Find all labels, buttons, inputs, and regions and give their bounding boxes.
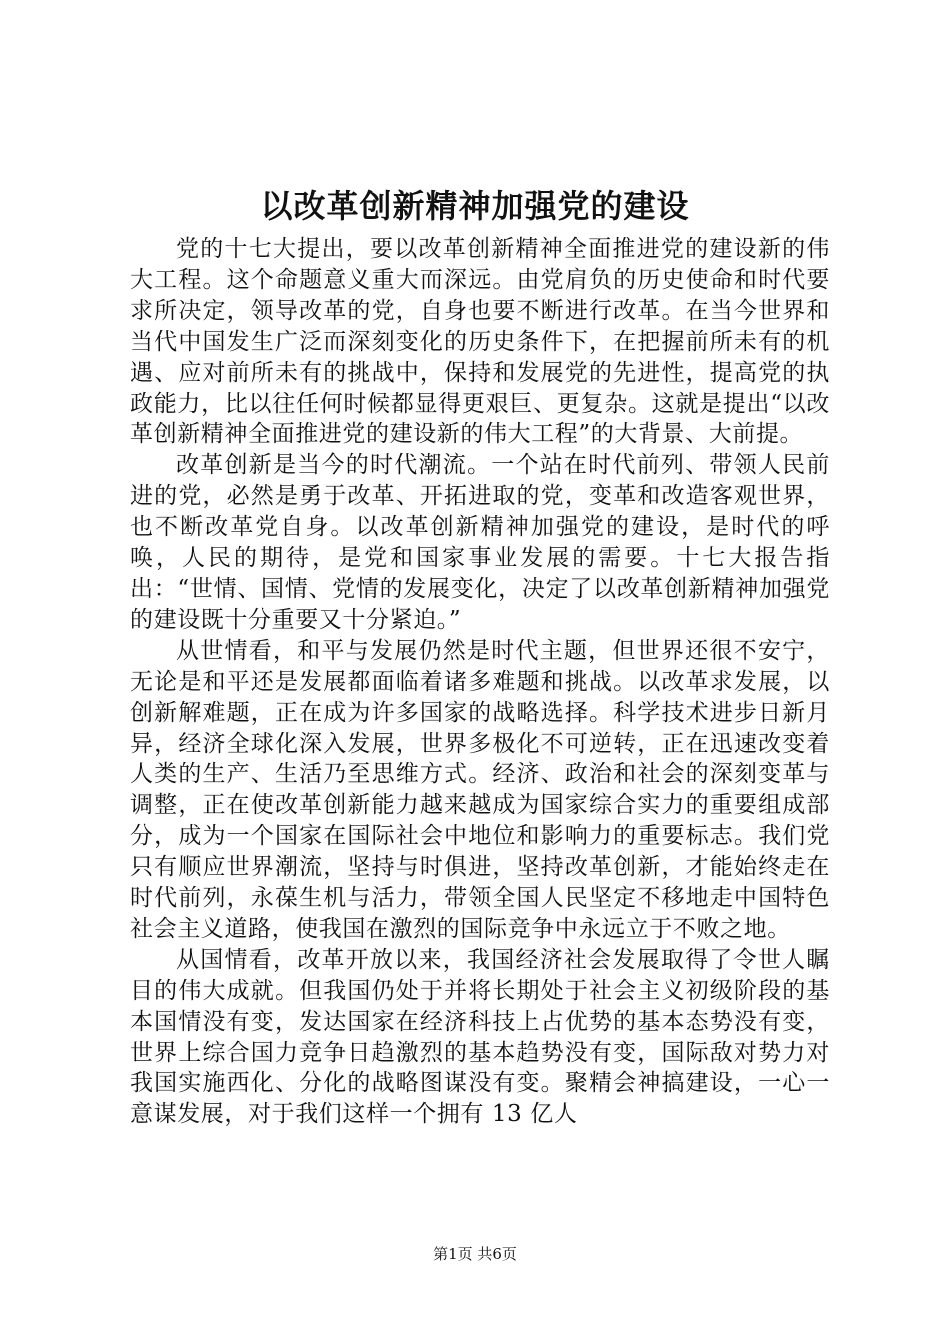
page-footer: 第1页 共6页 bbox=[433, 1245, 517, 1263]
paragraph-4: 从国情看，改革开放以来，我国经济社会发展取得了令世人瞩目的伟大成就。但我国仍处于并将长期处于社会主义初级阶段的基本国情没有变，发达国家在经济科技上占优势的基本态势没有变，世界上综合国力竞争日趋激烈的基本趋势没有变，国际敌对势力对我国实施西化、分化的战略图谋没有变。聚精会神搞建设，一心一意谋发展，对于我们这样一个拥有 13 亿人 bbox=[130, 946, 830, 1128]
paragraph-1: 党的十七大提出，要以改革创新精神全面推进党的建设新的伟大工程。这个命题意义重大而深远。由党肩负的历史使命和时代要求所决定，领导改革的党，自身也要不断进行改革。在当今世界和当代中国发生广泛而深刻变化的历史条件下，在把握前所未有的机遇、应对前所未有的挑战中，保持和发展党的先进性，提高党的执政能力，比以往任何时候都显得更艰巨、更复杂。这就是提出“以改革创新精神全面推进党的建设新的伟大工程”的大背景、大前提。 bbox=[130, 236, 830, 448]
document-body bbox=[130, 234, 830, 1130]
paragraph-3: 从世情看，和平与发展仍然是时代主题，但世界还很不安宁，无论是和平还是发展都面临着诸多难题和挑战。以改革求发展，以创新解难题，正在成为许多国家的战略选择。科学技术进步日新月异，经济全球化深入发展，世界多极化不可逆转，正在迅速改变着人类的生产、生活乃至思维方式。经济、政治和社会的深刻变革与调整，正在使改革创新能力越来越成为国家综合实力的重要组成部分，成为一个国家在国际社会中地位和影响力的重要标志。我们党只有顺应世界潮流，坚持与时俱进，坚持改革创新，才能始终走在时代前列，永葆生机与活力，带领全国人民坚定不移地走中国特色社会主义道路，使我国在激烈的国际竞争中永远立于不败之地。 bbox=[130, 637, 830, 942]
paragraph-2: 改革创新是当今的时代潮流。一个站在时代前列、带领人民前进的党，必然是勇于改革、开拓进取的党，变革和改造客观世界，也不断改革党自身。以改革创新精神加强党的建设，是时代的呼唤，人民的期待，是党和国家事业发展的需要。十七大报告指出：“世情、国情、党情的发展变化，决定了以改革创新精神加强党的建设既十分重要又十分紧迫。” bbox=[130, 452, 830, 633]
document-title: 以改革创新精神加强党的建设 bbox=[260, 187, 690, 225]
